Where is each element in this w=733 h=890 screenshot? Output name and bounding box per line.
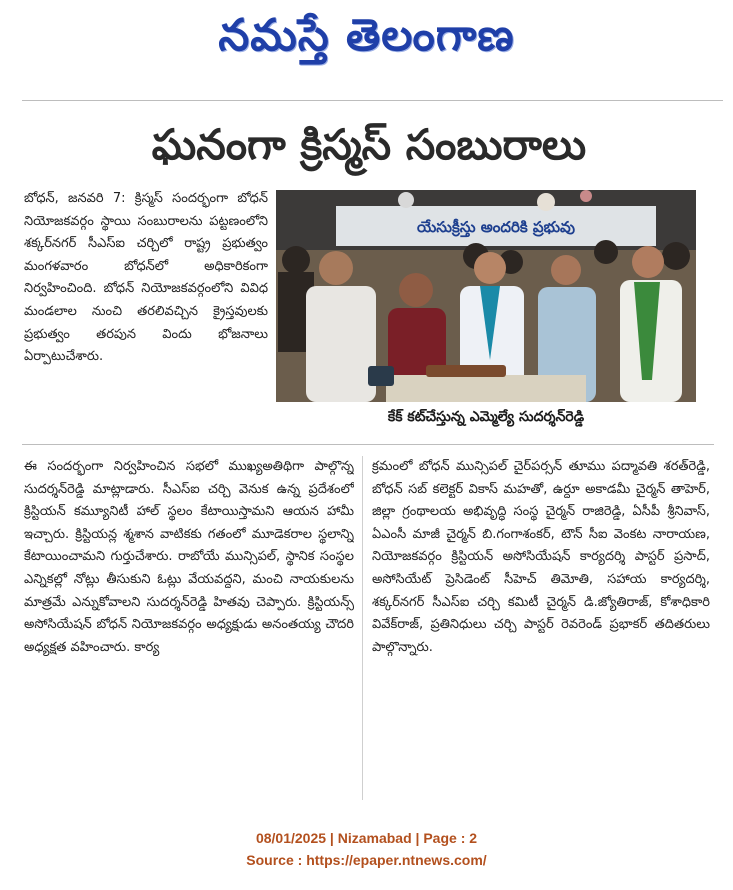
intro-paragraph: బోధన్‌, జనవరి 7: క్రిస్మస్‌ సందర్భంగా బోధన్‌ నియోజకవర్గం స్థాయి సంబురాలను పట్టణంలోని శక్కర్‌నగర్‌ సీఎస్‌ఐ చర్చిలో రాష్ట్ర ప్రభుత్వం మంగళవారం బోధన్‌లో అధికారికంగా నిర్వహించింది. బోధన్‌ నియోజకవర్గంలోని వివిధ మండలాల నుంచి తరలివచ్చిన క్రైస్తవులకు ప్రభుత్వం తరపున విందు భోజనాలు ఏర్పాటుచేశారు. bbox=[24, 191, 268, 365]
column-divider bbox=[362, 456, 363, 800]
column-left-text: ఈ సందర్భంగా నిర్వహించిన సభలో ముఖ్యఅతిథిగా పాల్గొన్న సుదర్శన్‌రెడ్డి మాట్లాడారు. సీఎస్‌ఐ చర్చి వెనుక ఉన్న ప్రదేశంలో క్రిస్టియన్‌ కమ్యూనిటీ హాల్‌ స్థలం కేటాయిస్తామని ఆయన హామీ ఇచ్చారు. క్రిస్టియన్ల శ్మశాన వాటికకు గతంలో మూడెకరాల స్థలాన్ని కేటాయించామని గుర్తుచేశారు. రాబోయే మున్సిపల్‌, స్థానిక సంస్థల ఎన్నికల్లో నోట్లు తీసుకుని ఓట్లు వేయవద్దని, మంచి నాయకులను మాత్రమే ఎన్నుకోవాలని సుదర్శన్‌రెడ్డి హితవు చెప్పారు. క్రిస్టియన్స్‌ అసోసియేషన్‌ బోధన్‌ నియోజకవర్గం అధ్యక్షుడు అనంతయ్య చౌదరి అధ్యక్షత వహించారు. కార్య bbox=[24, 459, 354, 655]
photo-illustration bbox=[276, 190, 696, 402]
banner-text: యేసుక్రీస్తు అందరికి ప్రభువు bbox=[416, 218, 576, 236]
article-photo bbox=[276, 190, 696, 402]
column-right-text: క్రమంలో బోధన్‌ మున్సిపల్‌ చైర్‌పర్సన్‌ తూము పద్మావతి శరత్‌రెడ్డి, బోధన్‌ సబ్‌ కలెక్టర్‌ వికాస్‌ మహతో, ఉర్దూ అకాడమీ చైర్మన్‌ తాహెర్‌, జిల్లా గ్రంథాలయ అభివృద్ధి సంస్థ చైర్మన్‌ రాజిరెడ్డి, ఏసీపీ శ్రీనివాస్‌, ఏఎంసీ మాజీ చైర్మన్‌ బి.గంగాశంకర్‌, టౌన్‌ సీఐ వెంకట నారాయణ, నియోజకవర్గం క్రిస్టియన్‌ అసోసియేషన్‌ కార్యదర్శి పాస్టర్‌ ప్రసాద్‌, అసోసియేట్‌ ప్రెసిడెంట్‌ సీహెచ్‌ తిమోతి, సహాయ కార్యదర్శి, శక్కర్‌నగర్‌ సీఎస్‌ఐ చర్చి కమిటీ చైర్మన్‌ డి.జ్యోతిరాజ్‌, కోశాధికారి వివేక్‌రాజ్‌, ప్రతినిధులు చర్చి పాస్టర్‌ రెవరెండ్‌ ప్రభాకర్‌ తదితరులు పాల్గొన్నారు. bbox=[372, 459, 710, 655]
section-divider bbox=[22, 444, 714, 445]
masthead bbox=[0, 0, 733, 78]
newspaper-title: నమస్తే తెలంగాణ bbox=[218, 10, 515, 61]
edition-line: 08/01/2025 | Nizamabad | Page : 2 bbox=[255, 830, 478, 846]
photo-caption: కేక్‌ కట్‌చేస్తున్న ఎమ్మెల్యే సుదర్శన్‌రెడ్డి bbox=[387, 409, 585, 425]
header-divider bbox=[22, 100, 723, 101]
article-column-right bbox=[372, 456, 710, 802]
article-intro bbox=[24, 188, 268, 442]
article-column-left bbox=[24, 456, 354, 802]
article-headline: ఘనంగా క్రిస్మస్ సంబురాలు bbox=[151, 120, 587, 169]
source-line: Source : https://epaper.ntnews.com/ bbox=[246, 852, 487, 868]
